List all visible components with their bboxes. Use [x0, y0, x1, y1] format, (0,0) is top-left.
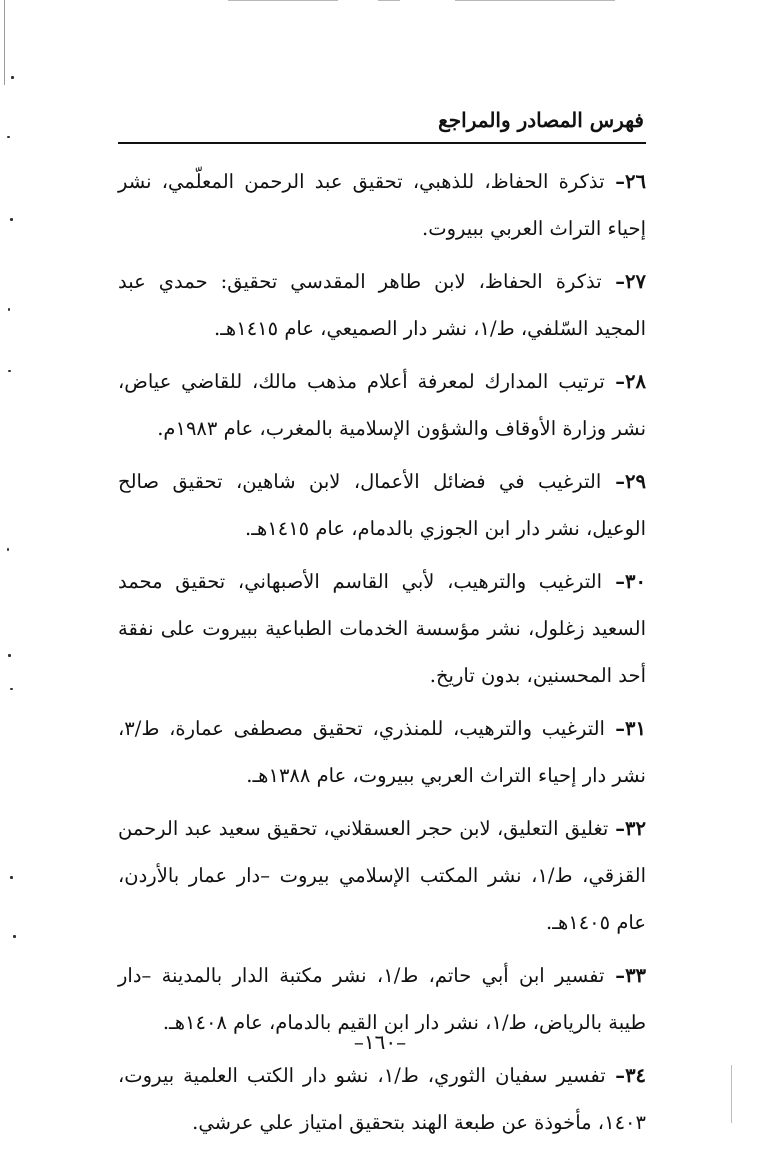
entry-number: ٣٠: [625, 570, 646, 593]
scan-edge-left: [4, 0, 5, 85]
entry-dash: –: [604, 170, 626, 193]
entry-dash: –: [604, 370, 626, 393]
scan-edge-right: [731, 1065, 732, 1123]
scan-speck: [10, 876, 13, 879]
entry-dash: –: [601, 470, 626, 493]
entry-text: تفسير ابن أبي حاتم، ط/١، نشر مكتبة الدار بالمدينة –دار طيبة بالرياض، ط/١، نشر دار ابن القيم بالدمام، عام ١٤٠٨هـ.: [118, 964, 646, 1034]
scan-top-mark: [378, 0, 400, 1]
scan-speck: [7, 548, 9, 551]
bibliography-entry: [118, 458, 646, 552]
entry-number: ٣٤: [625, 1064, 647, 1087]
entry-dash: –: [605, 1064, 626, 1087]
header-rule: [118, 142, 646, 144]
scan-speck: [8, 308, 10, 311]
entry-number: ٣٢: [625, 817, 646, 840]
entry-number: ٢٧: [625, 270, 646, 293]
scan-speck: [10, 218, 13, 221]
entry-text: الترغيب والترهيب، لأبي القاسم الأصبهاني، تحقيق محمد السعيد زغلول، نشر مؤسسة الخدمات الطباعية ببيروت على نفقة أحد المحسنين، بدون تاريخ.: [118, 570, 646, 687]
scan-speck: [7, 136, 10, 138]
entry-dash: –: [604, 717, 626, 740]
entry-number: ٣٣: [625, 964, 647, 987]
entry-number: ٢٩: [625, 470, 646, 493]
bibliography-entry: [118, 805, 646, 946]
bibliography-entry: [118, 258, 646, 352]
page-number: –١٦٠–: [353, 1030, 407, 1054]
scan-speck: [10, 688, 13, 690]
bibliography-entry: [118, 558, 646, 699]
scan-speck: [8, 370, 11, 372]
entry-number: ٢٨: [625, 370, 646, 393]
entry-dash: –: [601, 270, 626, 293]
bibliography-entry: [118, 1052, 646, 1146]
bibliography-entry: [118, 358, 646, 452]
entry-text: الترغيب في فضائل الأعمال، لابن شاهين، تحقيق صالح الوعيل، نشر دار ابن الجوزي بالدمام، عام ١٤١٥هـ.: [118, 470, 646, 540]
entry-dash: –: [604, 964, 626, 987]
entry-dash: –: [602, 570, 626, 593]
entry-text: تفسير سفيان الثوري، ط/١، نشو دار الكتب العلمية بيروت، ١٤٠٣، مأخوذة عن طبعة الهند بتحقيق امتياز علي عرشي.: [118, 1064, 646, 1134]
scan-speck: [11, 76, 14, 79]
entry-text: ترتيب المدارك لمعرفة أعلام مذهب مالك، للقاضي عياض، نشر وزارة الأوقاف والشؤون الإسلامية بالمغرب، عام ١٩٨٣م.: [118, 370, 646, 440]
scan-speck: [8, 654, 11, 657]
scan-top-mark: [228, 0, 338, 1]
scan-top-mark: [455, 0, 615, 1]
bibliography-entry: [118, 705, 646, 799]
entry-text: الترغيب والترهيب، للمنذري، تحقيق مصطفى عمارة، ط/٣، نشر دار إحياء التراث العربي ببيروت، عام ١٣٨٨هـ.: [118, 717, 646, 787]
entry-number: ٢٦: [625, 170, 646, 193]
entry-text: تغليق التعليق، لابن حجر العسقلاني، تحقيق سعيد عبد الرحمن القزقي، ط/١، نشر المكتب الإسلامي بيروت –دار عمار بالأردن، عام ١٤٠٥هـ.: [118, 817, 646, 934]
entry-number: ٣١: [625, 717, 646, 740]
entry-dash: –: [608, 817, 626, 840]
bibliography-list: [118, 158, 646, 1152]
bibliography-entry: [118, 158, 646, 252]
entry-text: تذكرة الحفاظ، لابن طاهر المقدسي تحقيق: حمدي عبد المجيد السّلفي، ط/١، نشر دار الصميعي، عام ١٤١٥هـ.: [118, 270, 646, 340]
scan-speck: [13, 935, 16, 938]
running-header: فهرس المصادر والمراجع: [438, 108, 644, 132]
entry-text: تذكرة الحفاظ، للذهبي، تحقيق عبد الرحمن المعلّمي، نشر إحياء التراث العربي ببيروت.: [118, 170, 646, 240]
